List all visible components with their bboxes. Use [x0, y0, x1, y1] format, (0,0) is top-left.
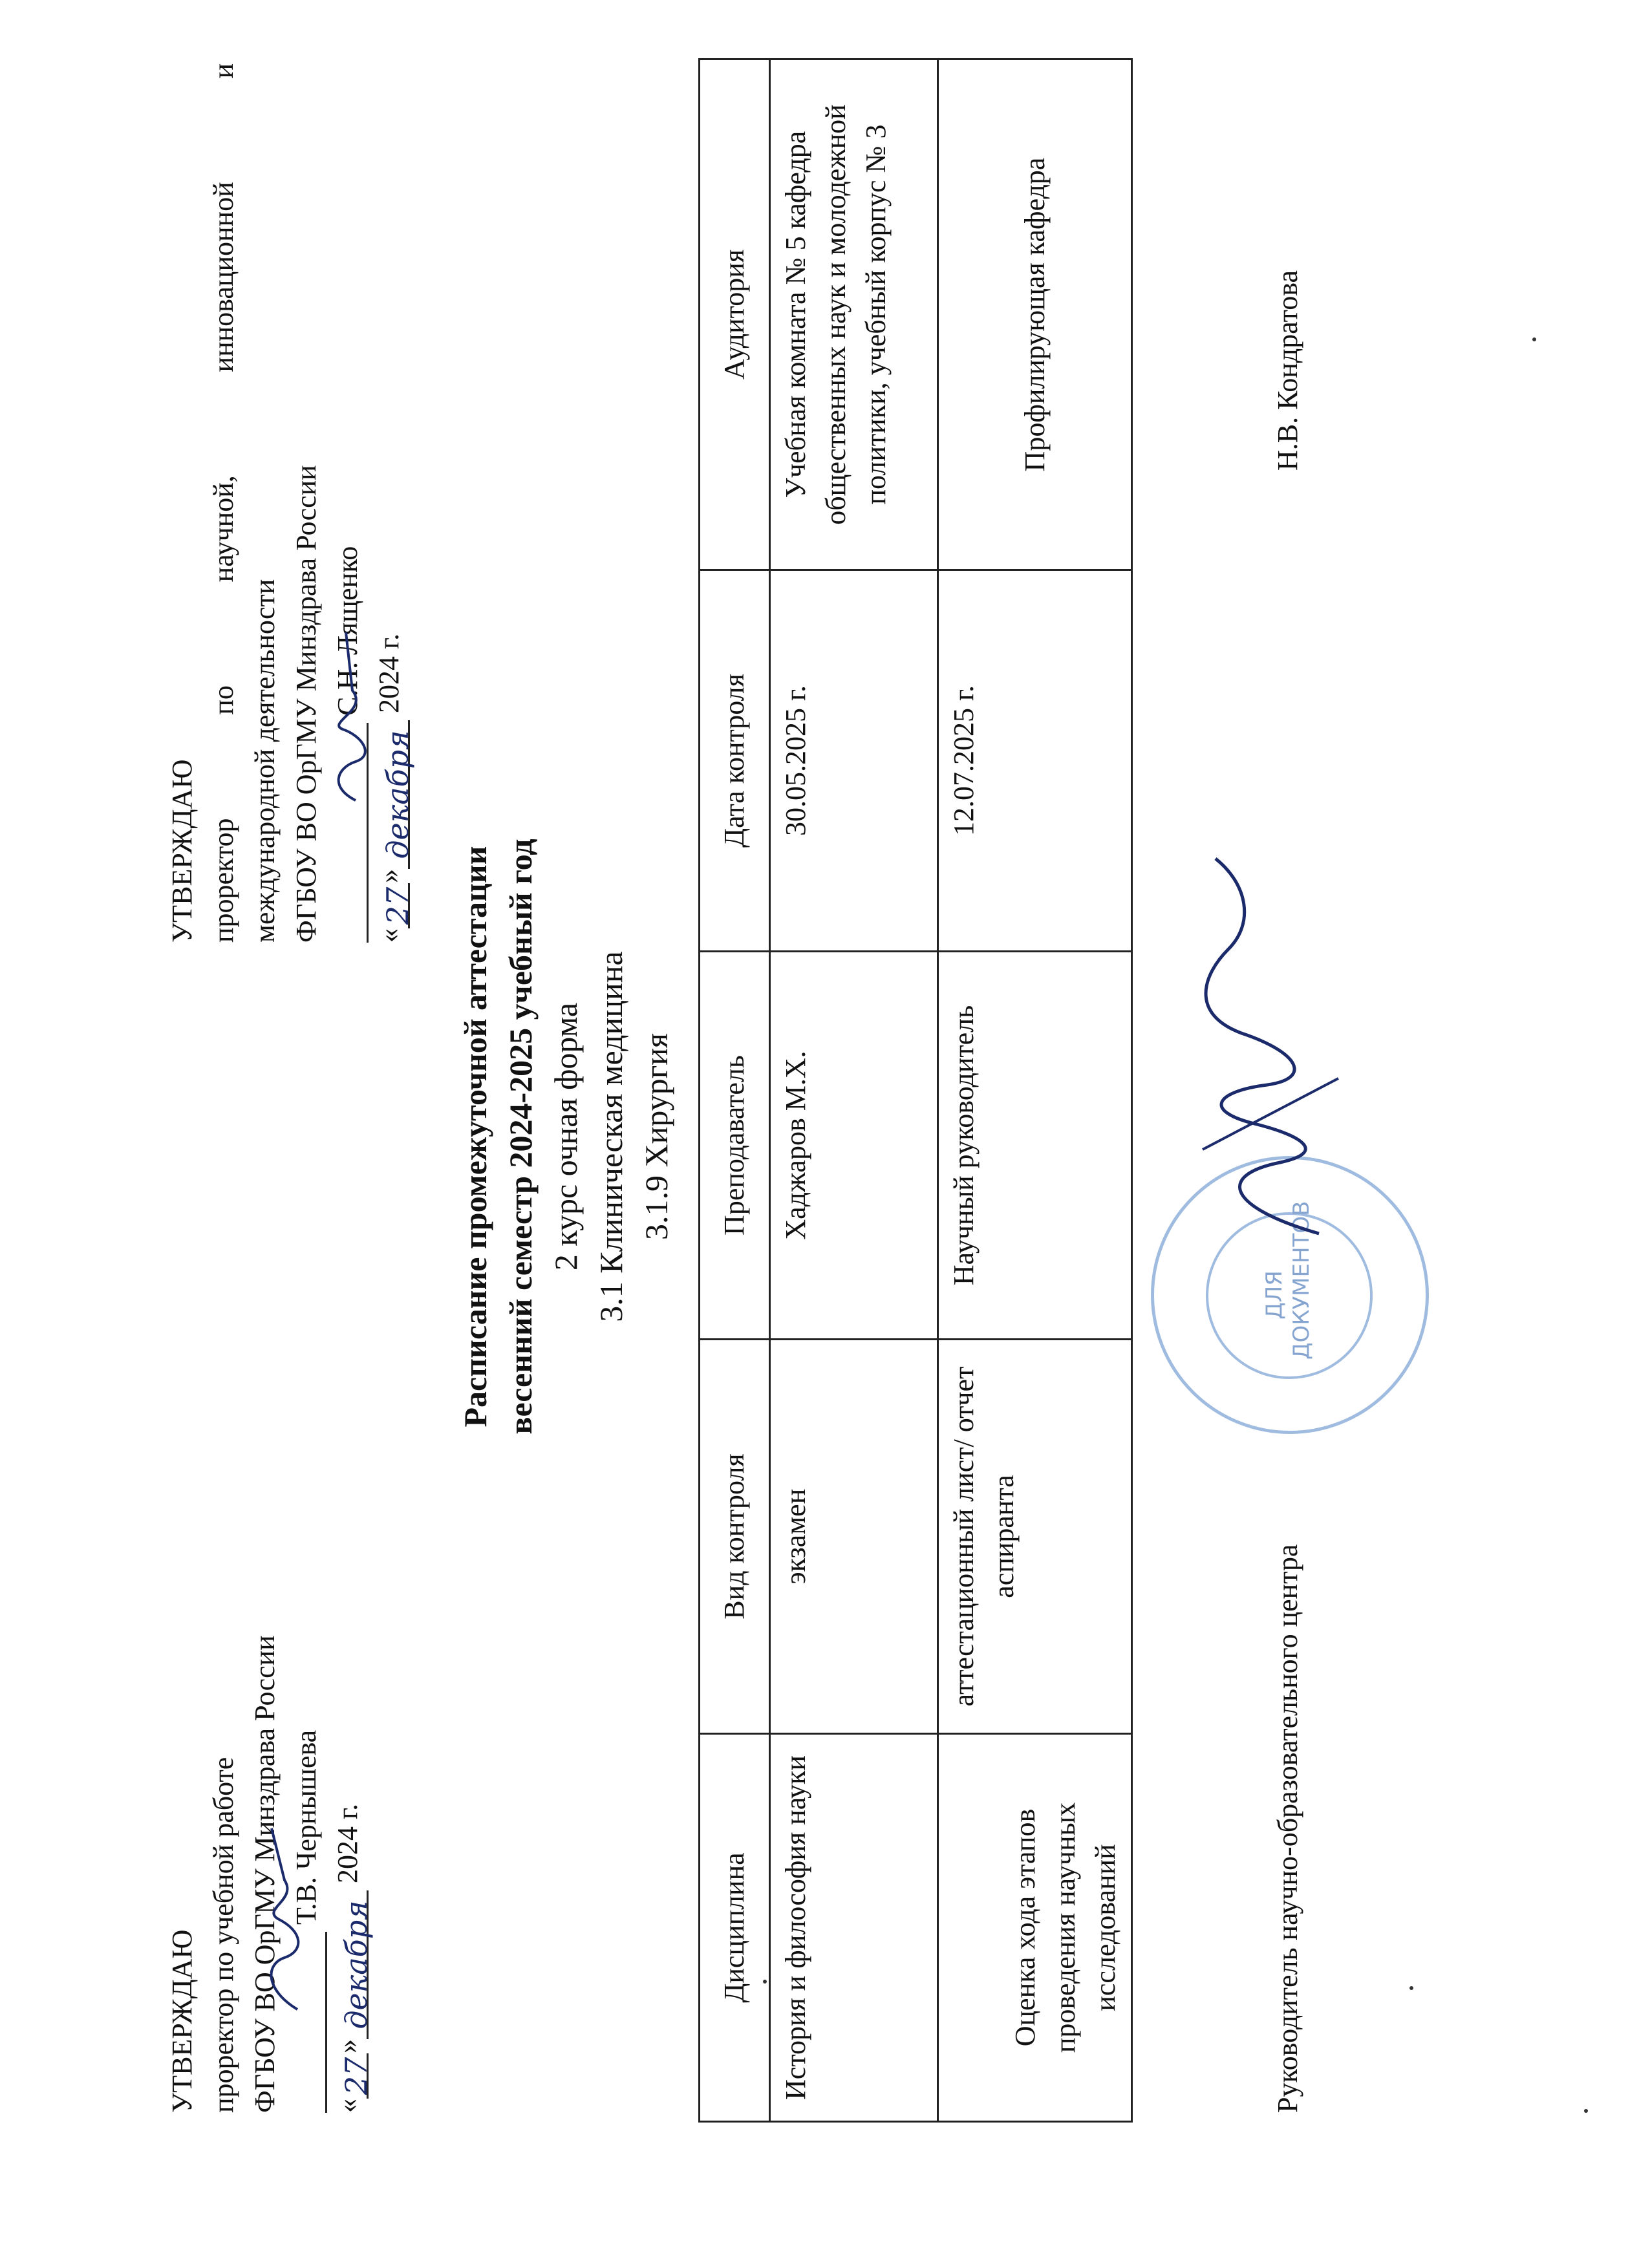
quote-open: «	[373, 928, 405, 943]
table-row	[938, 59, 1132, 2122]
cell-teacher: Хаджаров М.Х.	[770, 952, 938, 1340]
header-room: Аудитория	[700, 59, 770, 570]
approver-name: Т.В. Чернышева	[290, 1729, 322, 1925]
title-line-2: весенний семестр 2024-2025 учебный год	[502, 839, 539, 1435]
cell-control-type: экзамен	[770, 1340, 938, 1734]
title-line-5: 3.1.9 Хирургия	[638, 1033, 674, 1240]
header-control-type: Вид контроля	[700, 1340, 770, 1734]
approval-position: проректор по научной, инновационной и	[208, 63, 239, 943]
date-day: 27	[336, 2053, 369, 2099]
scan-speck	[1409, 1986, 1413, 1990]
approval-position: проректор по учебной работе	[208, 1757, 239, 2113]
schedule-table	[698, 58, 1133, 2123]
footer-name: Н.В. Кондратова	[1272, 270, 1303, 471]
scan-speck	[1584, 2109, 1588, 2113]
cell-discipline: Оценка хода этапов проведения научных исследований	[938, 1734, 1132, 2122]
approval-signature-line	[327, 63, 369, 943]
approval-block-right	[162, 63, 415, 943]
cell-date: 12.07.2025 г.	[938, 570, 1132, 952]
approval-organization: ФГБОУ ВО ОрГМУ Минздрава России	[249, 1635, 281, 2113]
approval-heading: УТВЕРЖДАЮ	[166, 759, 198, 943]
header-teacher: Преподаватель	[700, 952, 770, 1340]
title-line-3: 2 курс очная форма	[548, 1002, 584, 1271]
cell-room: Профилирующая кафедра	[938, 59, 1132, 570]
title-line-4: 3.1 Клиническая медицина	[593, 951, 629, 1322]
approval-date-line	[327, 1635, 374, 2113]
schedule-title-block	[453, 684, 679, 1589]
header-discipline: Дисциплина	[700, 1734, 770, 2122]
cell-teacher: Научный руководитель	[938, 952, 1132, 1340]
date-month: декабря	[377, 720, 410, 869]
scan-speck	[763, 1980, 767, 1984]
quote-open: «	[332, 2099, 363, 2113]
cell-discipline: История и философия науки	[770, 1734, 938, 2122]
cell-control-type: аттестационный лист/ отчет аспиранта	[938, 1340, 1132, 1734]
date-day: 27	[377, 883, 410, 928]
table-header-row	[700, 59, 770, 2122]
header-date: Дата контроля	[700, 570, 770, 952]
approval-heading: УТВЕРЖДАЮ	[166, 1929, 198, 2113]
handwritten-signature-footer	[1177, 846, 1358, 1246]
handwritten-signature-right	[323, 626, 381, 807]
scan-speck	[1532, 337, 1536, 341]
date-year: 2024 г.	[373, 633, 405, 713]
stamp-center-text: ДЛЯ ДОКУМЕНТОВ	[1261, 1201, 1314, 1360]
approval-organization: ФГБОУ ВО ОрГМУ Минздрава России	[290, 465, 322, 943]
approval-position-cont: международной деятельности	[249, 579, 281, 943]
date-year: 2024 г.	[332, 1803, 363, 1883]
date-month: декабря	[336, 1890, 369, 2039]
footer-role: Руководитель научно-образовательного центра	[1272, 1544, 1303, 2113]
quote-close: »	[332, 2039, 363, 2053]
cell-date: 30.05.2025 г.	[770, 570, 938, 952]
approver-name: С.Н. Лященко	[332, 546, 363, 716]
approval-date-line	[369, 63, 415, 943]
table-row	[770, 59, 938, 2122]
handwritten-signature-left	[259, 1822, 317, 2016]
quote-close: »	[373, 869, 405, 883]
cell-room: Учебная комната № 5 кафедра общественных наук и молодежной политики, учебный корпус № 3	[770, 59, 938, 570]
title-line-1: Расписание промежуточной аттестации	[457, 846, 493, 1428]
